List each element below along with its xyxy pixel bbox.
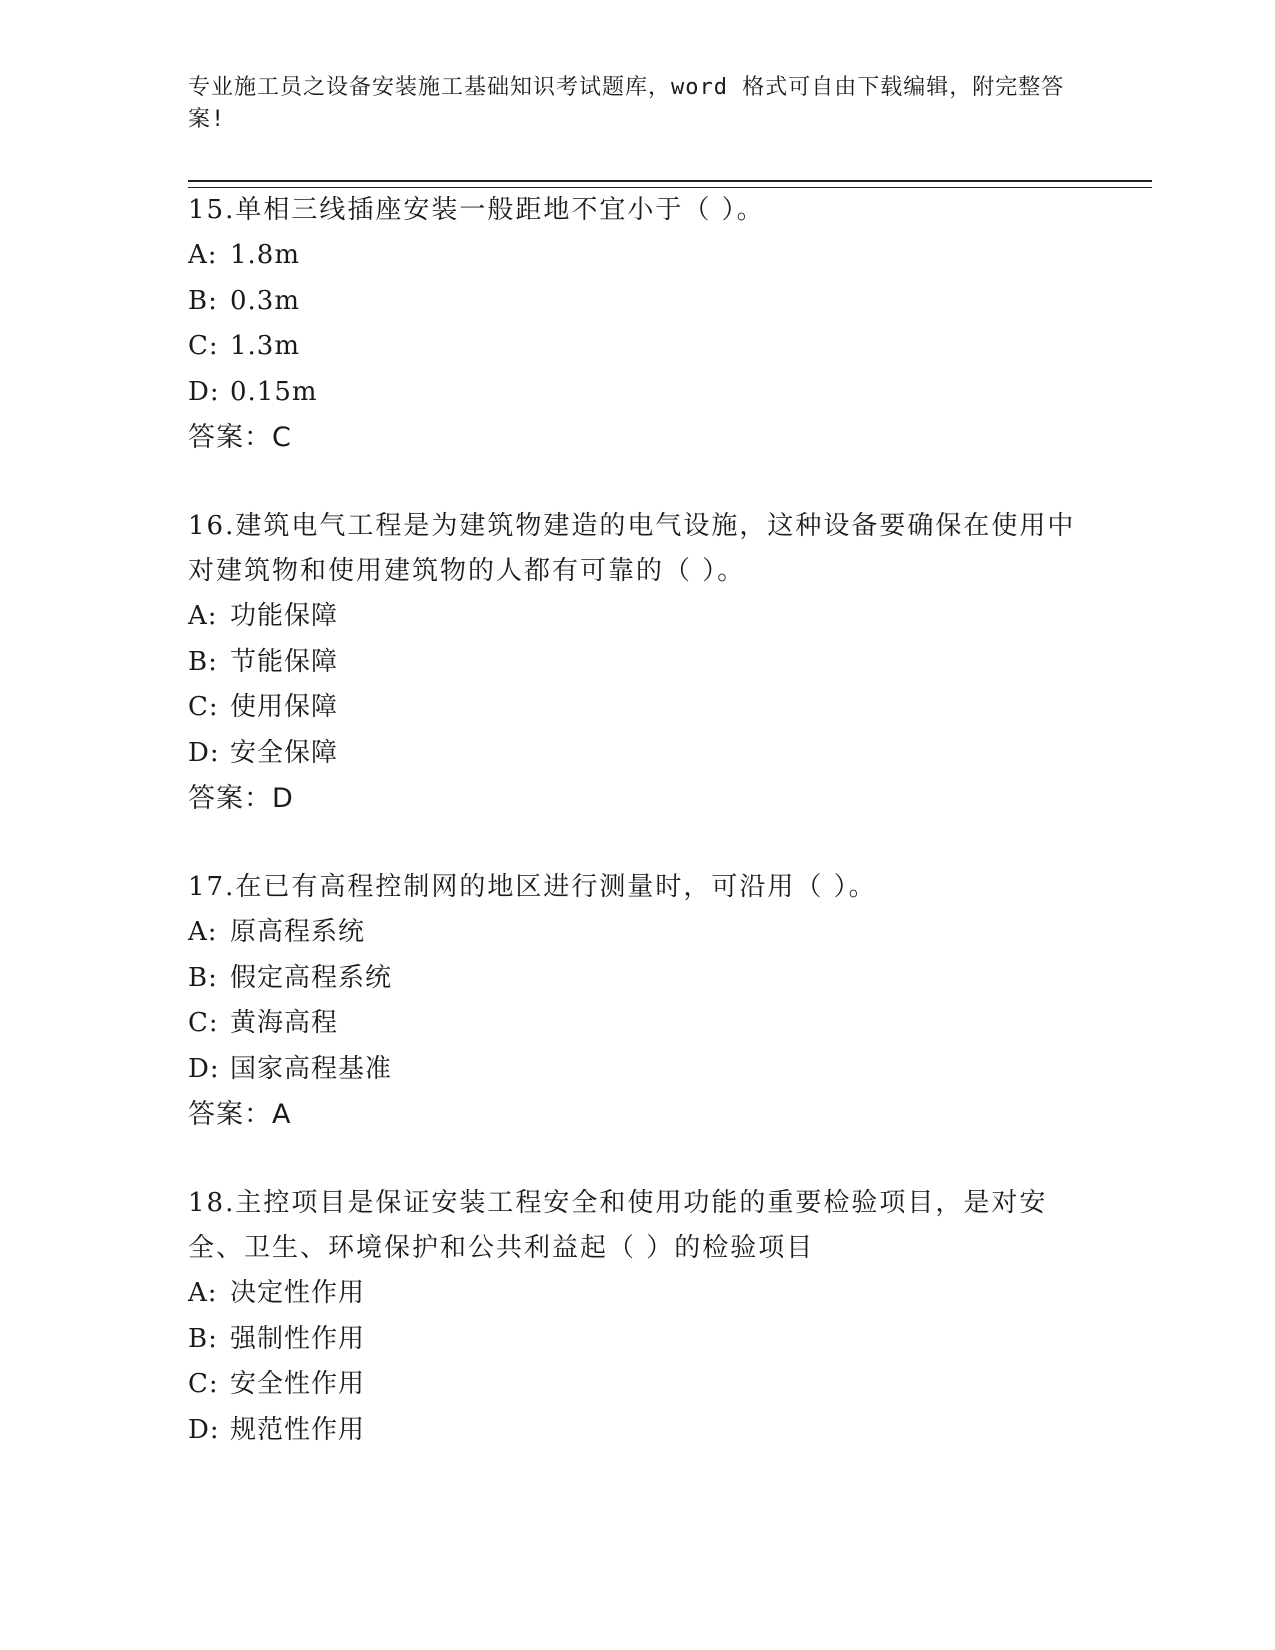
option-c <box>188 1001 1088 1047</box>
option-a <box>188 233 1088 279</box>
question-list <box>188 188 1088 1497</box>
option-letter: B: <box>188 285 218 316</box>
option-letter: C: <box>188 1008 219 1038</box>
option-b <box>188 1317 1088 1363</box>
option-text: 强制性作用 <box>230 1323 366 1354</box>
question-stem: 15.单相三线插座安装一般距地不宜小于（ ）。 <box>188 195 765 225</box>
question-16 <box>188 504 1088 821</box>
option-a <box>188 910 1088 956</box>
question-stem: 17.在已有高程控制网的地区进行测量时，可沿用（ ）。 <box>188 872 877 902</box>
answer-line: 答案：C <box>188 422 292 453</box>
option-text: 安全性作用 <box>230 1369 366 1399</box>
option-letter: C: <box>188 1369 219 1399</box>
option-text: 安全保障 <box>230 737 339 768</box>
question-17 <box>188 865 1088 1137</box>
option-text: 规范性作用 <box>230 1414 366 1445</box>
answer-line: 答案：A <box>188 1099 292 1130</box>
option-d <box>188 1047 1088 1093</box>
option-text: 假定高程系统 <box>230 962 393 993</box>
option-text: 决定性作用 <box>230 1278 366 1308</box>
option-c <box>188 1362 1088 1408</box>
option-text: 国家高程基准 <box>230 1053 393 1084</box>
question-stem: 16.建筑电气工程是为建筑物建造的电气设施，这种设备要确保在使用中对建筑物和使用建筑物的人都有可靠的（ ）。 <box>188 511 1076 586</box>
header-divider <box>188 180 1152 188</box>
option-c <box>188 685 1088 731</box>
option-a <box>188 1271 1088 1317</box>
option-letter: D: <box>188 737 220 768</box>
option-d <box>188 731 1088 777</box>
option-letter: B: <box>188 1323 218 1354</box>
option-text: 使用保障 <box>230 692 339 722</box>
option-text: 节能保障 <box>230 646 339 677</box>
option-letter: D: <box>188 1414 220 1445</box>
option-b <box>188 279 1088 325</box>
option-letter: D: <box>188 376 220 407</box>
option-c <box>188 324 1088 370</box>
option-text: 0.3m <box>230 285 301 316</box>
option-letter: C: <box>188 331 219 361</box>
option-text: 1.3m <box>230 331 301 361</box>
option-letter: A: <box>188 917 218 947</box>
option-text: 原高程系统 <box>230 917 366 947</box>
question-15 <box>188 188 1088 460</box>
answer-line: 答案：D <box>188 783 294 814</box>
option-b <box>188 956 1088 1002</box>
question-18 <box>188 1181 1088 1453</box>
question-stem: 18.主控项目是保证安装工程安全和使用功能的重要检验项目，是对安全、卫生、环境保护和公共利益起（ ）的检验项目 <box>188 1188 1048 1263</box>
option-letter: A: <box>188 601 218 631</box>
option-text: 功能保障 <box>230 601 339 631</box>
option-letter: C: <box>188 692 219 722</box>
option-text: 1.8m <box>230 240 301 270</box>
option-letter: B: <box>188 962 218 993</box>
option-letter: A: <box>188 240 218 270</box>
option-letter: A: <box>188 1278 218 1308</box>
option-text: 0.15m <box>230 376 318 407</box>
option-letter: B: <box>188 646 218 677</box>
option-text: 黄海高程 <box>230 1008 339 1038</box>
option-letter: D: <box>188 1053 220 1084</box>
option-d <box>188 370 1088 416</box>
document-intro: 专业施工员之设备安装施工基础知识考试题库，word 格式可自由下载编辑，附完整答案! <box>188 75 1065 132</box>
option-b <box>188 640 1088 686</box>
option-a <box>188 594 1088 640</box>
option-d <box>188 1408 1088 1454</box>
